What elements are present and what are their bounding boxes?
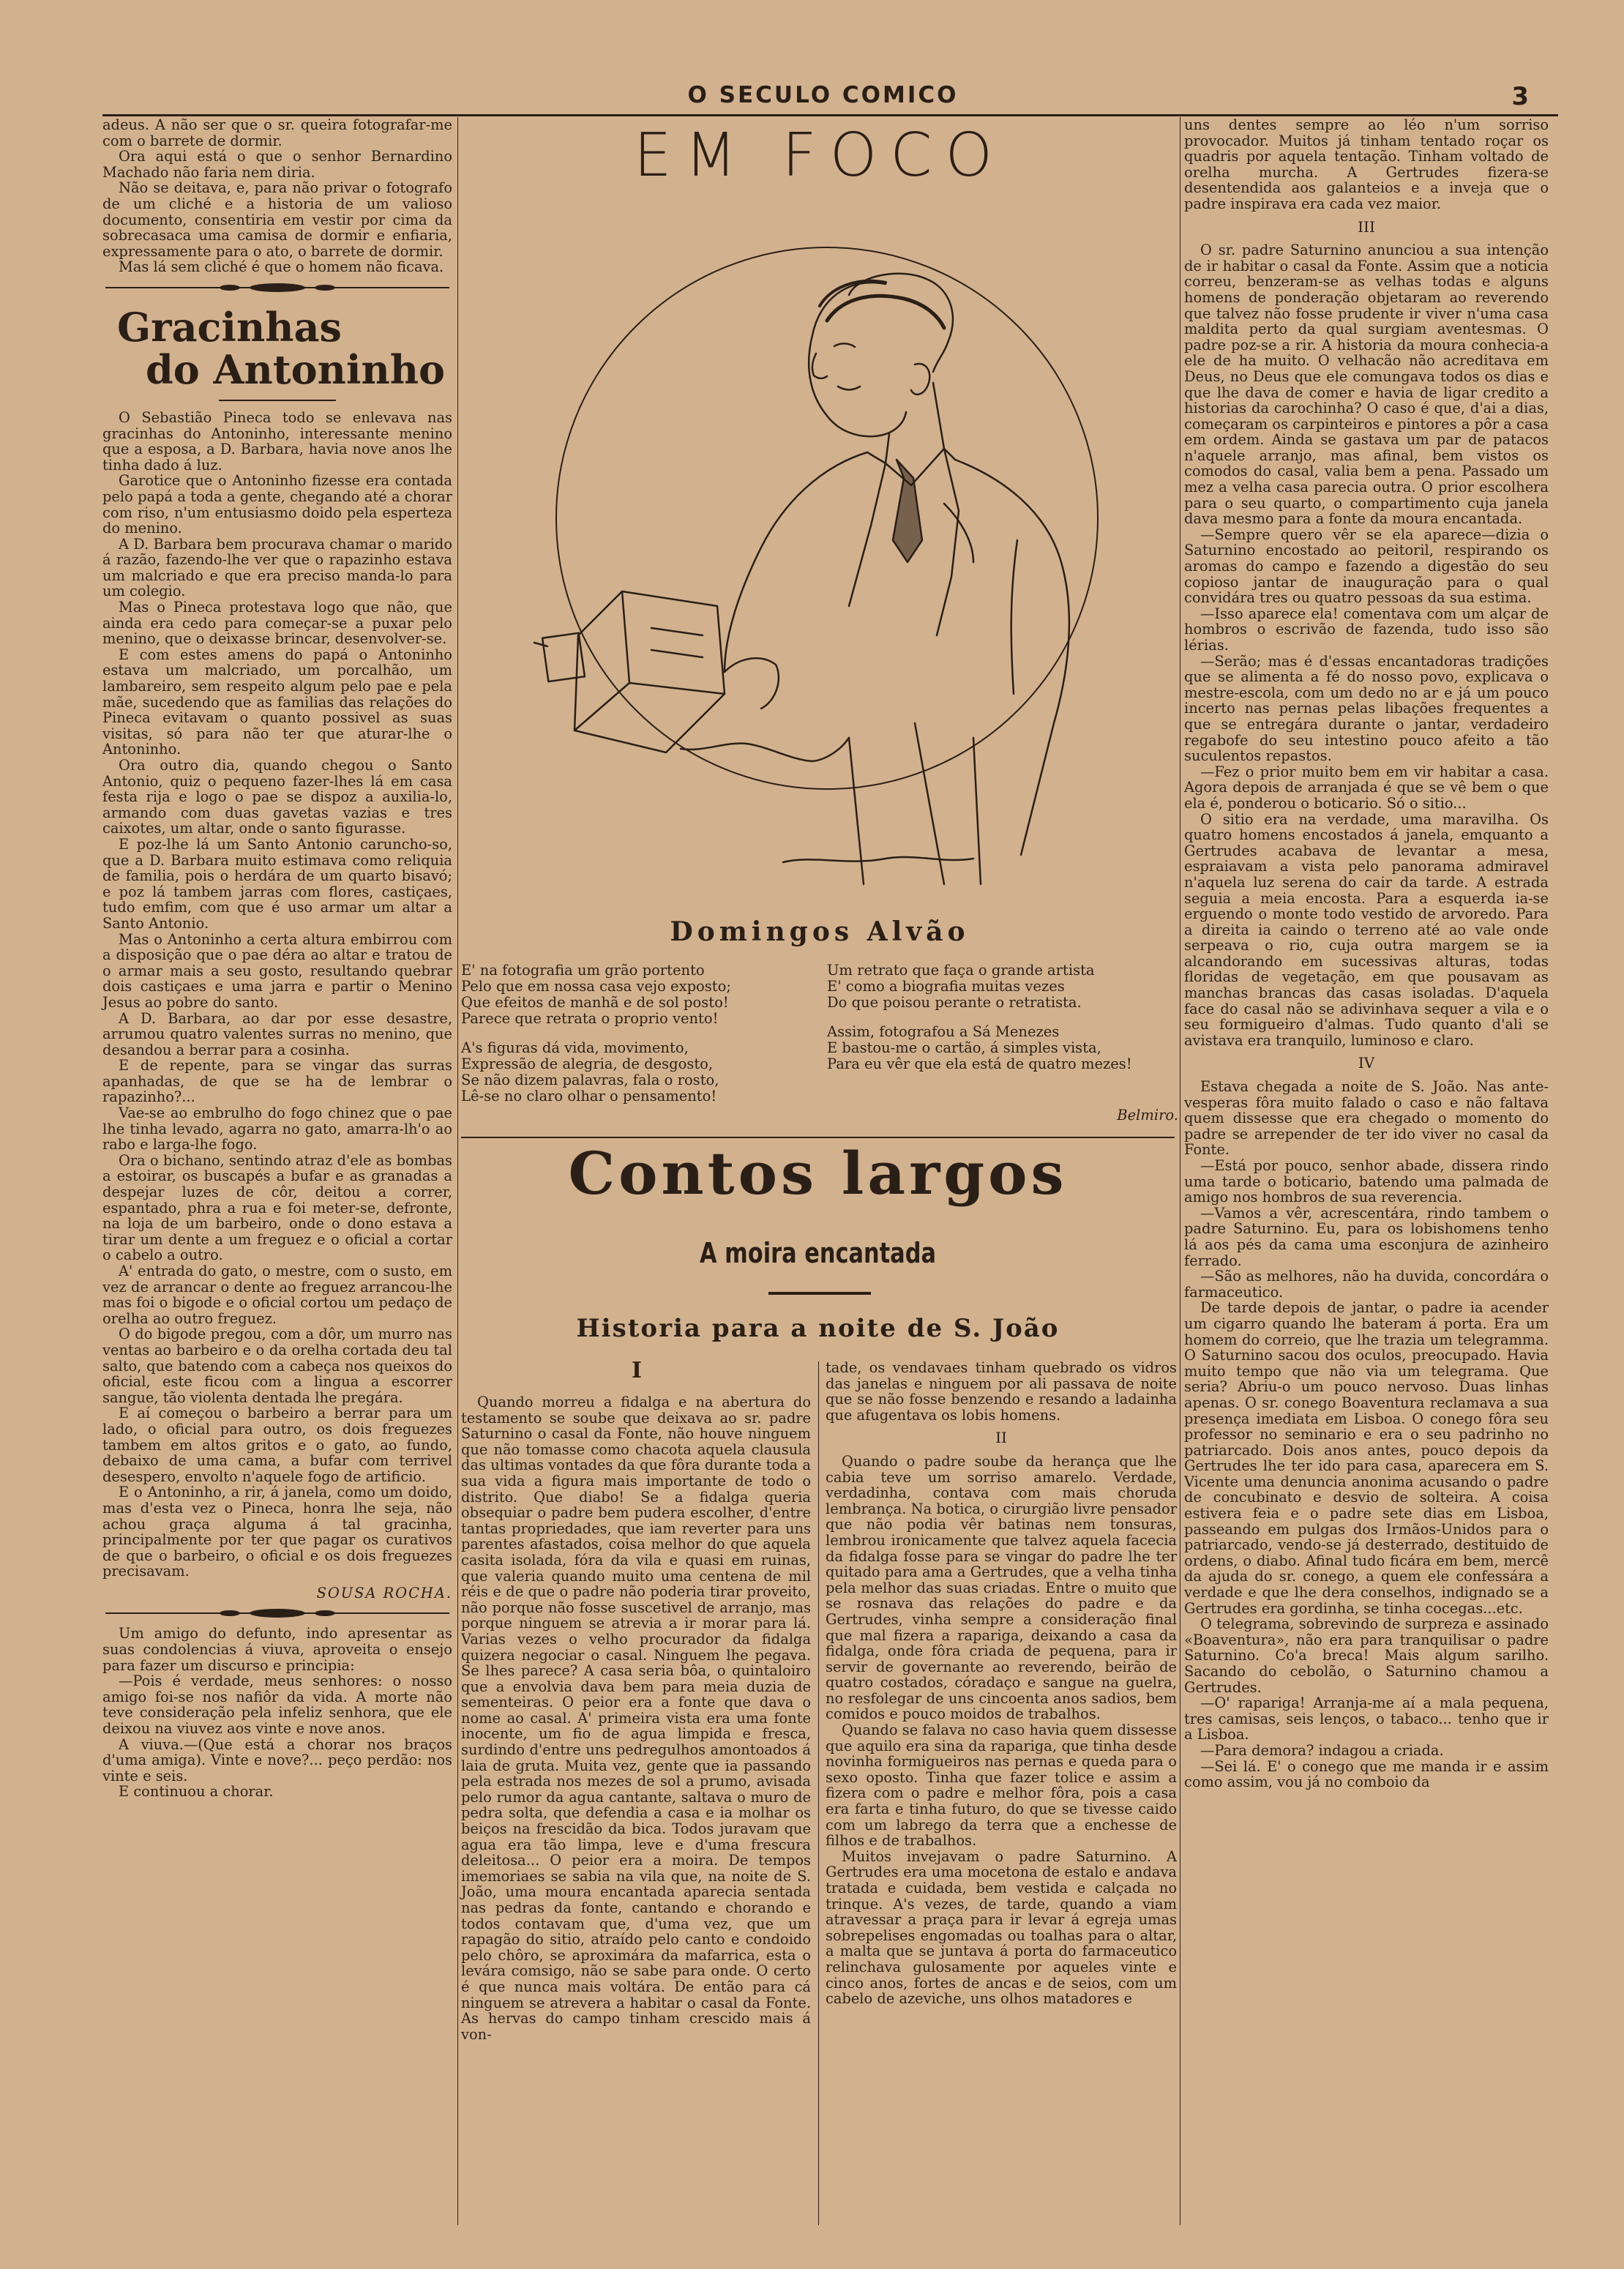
article-paragraph: A D. Barbara, ao dar por esse desastre, arrumou quatro valentes surras no menino, que desandou a berrar para a cosinha. — [102, 1009, 452, 1058]
article-paragraph: A' entrada do gato, o mestre, com o susto, em vez de arrancar o dente ao freguez arrancou-lhe mas foi o bigode e o oficial cortou um pedaço de orelha ao outro freguez. — [102, 1263, 452, 1327]
story-paragraph: O sitio era na verdade, uma maravilha. Os quatro homens encostados á janela, emquanto a Gertrudes acabava de levantar a mesa, espraiavam a vista pelo panorama admiravel n'aquela luz serena do cair da tarde. A estrada seguia a meia encosta. Para a esquerda ia-se erguendo o monte todo vestido de arvoredo. Para a direita ia caindo o terreno até ao vale onde serpeava o rio, cuja outra margem se ia alcandorando em sucessivas alturas, todas floridas de vegetação, em que pousavam as manchas brancas das casas isoladas. D'aquela face do casal não se adivinhava sequer a vila e o seu formigueiro d'almas. Tudo quanto d'ali se avistava era tranquilo, luminoso e claro. — [1184, 810, 1549, 1049]
story-paragraph: —Isso aparece ela! comentava com um alçar de hombros o escrivão de fazenda, tudo isso são lérias. — [1184, 605, 1549, 654]
story-tagline: Historia para a noite de S. João — [576, 1314, 1060, 1343]
story-paragraph: —Sempre quero vêr se ela aparece—dizia o Saturnino encostado ao peitoril, respirando os aromas do campo e fazendo a digestão do seu copioso jantar de inauguração para o qual convidára tres ou quatro pessoas da sua estima. — [1184, 526, 1549, 607]
left-column — [102, 117, 452, 2225]
story-paragraph: Quando se falava no caso havia quem dissesse que aquilo era sina da rapariga, que tinha desde novinha formigueiros nas pernas e queda para o sexo oposto. Tinha que fazer tolice e assim a fizera com o padre e melhor fôra, pois a casa era farta e tinha futuro, do que se tivesse caido com um labrego da terra que a enchesse de filhos e de trabalhos. — [826, 1722, 1177, 1850]
article-paragraph: A D. Barbara bem procurava chamar o marido á razão, fazendo-lhe ver que o rapazinho estava um malcriado e que era preciso manda-lo para um colegio. — [102, 535, 452, 600]
article-paragraph: E com estes amens do papá o Antoninho estava um malcriado, um porcalhão, um lambareiro, sem respeito algum pelo pae e pela mãe, sucedendo que as familias das relações do Pineca evitavam o quanto possivel as suas visitas, só para não ter que aturar-lhe o Antoninho. — [102, 646, 452, 758]
article-paragraph: O do bigode pregou, com a dôr, um murro nas ventas ao barbeiro e o da orelha cortada deu tal salto, que batendo com a cabeça nos queixos do oficial, este ficou com a lingua a escorrer sangue, tão violenta dentada lhe pregára. — [102, 1326, 452, 1406]
article-paragraph: E de repente, para se vingar das surras apanhadas, de que se ha de lembrar o rapazinho?... — [102, 1057, 452, 1106]
article-paragraph: Mas o Pineca protestava logo que não, que ainda era cedo para começar-se a puxar pelo menino, que o deixasse brincar, desenvolver-se. — [102, 599, 452, 648]
story-paragraph: tade, os vendavaes tinham quebrado os vidros das janelas e ninguem por ali passava de noite que se não fosse benzendo e resando a ladainha que afugentava os lobis homens. — [826, 1359, 1177, 1424]
anecdote-paragraph: —Pois é verdade, meus senhores: o nosso amigo foi-se nos nafiôr da vida. A morte não teve consideração pela infeliz senhora, que ele deixou na viuvez aos vinte e nove anos. — [102, 1672, 452, 1738]
intro-paragraph: Não se deitava, e, para não privar o fotografo de um cliché e a historia de um valioso documento, consentiria em vestir por cima da sobrecasaca uma camisa de dormir e enfiaria, expressamente para o ato, o barrete de dormir. — [102, 179, 452, 260]
short-rule — [102, 398, 452, 403]
masthead — [102, 82, 1543, 114]
poem-left — [461, 962, 805, 1118]
article-paragraph: E o Antoninho, a rir, á janela, como um doido, mas d'esta vez o Pineca, honra lhe seja, não achou graça alguma á tal gracinha, principalmente por ter que pagar os curativos de que o barbeiro, o oficial e os dois freguezes precisavam. — [102, 1484, 452, 1580]
article-paragraph: Garotice que o Antoninho fizesse era contada pelo papá a toda a gente, chegando até a chorar com riso, n'um entusiasmo doido pela esperteza do menino. — [102, 472, 452, 537]
article-paragraph: E poz-lhe lá um Santo Antonio caruncho-so, que a D. Barbara muito estimava como reliquia de familia, pois o herdára de um quarto bisavó; e poz lá tambem jarras com flores, castiçaes, tudo emfim, com que é uso armar um altar a Santo Antonio. — [102, 835, 452, 932]
intro-paragraph: Mas lá sem cliché é que o homem não ficava. — [119, 258, 444, 276]
story-paragraph: Quando o padre soube da herança que lhe cabia teve um sorriso amarelo. Verdade, verdadinha, contava com mais choruda lembrança. Na botica, o cirurgião livre pensador que não podia vêr batinas nem tonsuras, lembrou ironicamente que talvez aquela facecia da fidalga fosse para se vingar do padre lhe ter quitado para ama a Gertrudes, que a velha tinha pela melhor das suas criadas. Entre o muito que se rosnava das relações do padre e da Gertrudes, vinha sempre a consideração final que mal fizera a rapariga, deixando a casa da fidalga, onde fôra criada de pequena, para ir servir de governante ao reverendo, beirão de quatro costados, córadaço e sangue na guelra, no resfolegar de uns cincoenta anos sadios, bem comidos e pouco moidos de trabalhos. — [826, 1452, 1177, 1723]
poem-right — [827, 962, 1178, 1122]
portrait-caption: Domingos Alvão — [670, 916, 970, 947]
story-column-2 — [826, 1360, 1177, 2225]
story-paragraph: —Para demora? indagou a criada. — [1200, 1741, 1444, 1759]
story-paragraph: Estava chegada a noite de S. João. Nas ante-vesperas fôra muito falado o caso e não faltava quem dissesse que era chegado o momento do padre se arrepender de ter ido viver no casal da Fonte. — [1184, 1078, 1549, 1159]
story-paragraph: —Vamos a vêr, acrescentára, rindo tambem o padre Saturnino. Eu, para os lobishomens tenho lá aos pés da cama uma esconjura de azinheiro ferrado. — [1184, 1204, 1549, 1269]
story-paragraph: —São as melhores, não ha duvida, concordára o farmaceutico. — [1184, 1268, 1549, 1301]
story-paragraph: —Sei lá. E' o conego que me manda ir e assim como assim, vou já no comboio da — [1184, 1757, 1549, 1791]
article-paragraph: Vae-se ao embrulho do fogo chinez que o pae lhe tinha levado, agarra no gato, amarra-lh'o ao rabo e larga-lhe fogo. — [102, 1104, 452, 1154]
story-paragraph: O telegrama, sobrevindo de surpreza e assinado «Boaventura», não era para tranquilisar o padre Saturnino. Co'a breca! Mais algum sarilho. Sacando do cebolão, o Saturnino chamou a Gertrudes. — [1184, 1615, 1549, 1696]
column-rule — [818, 1361, 819, 2225]
section-number: III — [1358, 217, 1375, 236]
author-signature: SOUSA ROCHA. — [316, 1584, 452, 1601]
article-headline: Gracinhas do Antoninho — [117, 303, 445, 393]
story-paragraph: —Fez o prior muito bem em vir habitar a casa. Agora depois de arranjada é que se vê bem o que ela é, ponderou o boticario. Só o sitio... — [1184, 763, 1549, 812]
ornamental-divider — [102, 1608, 452, 1618]
story-section-title: Contos largos — [568, 1139, 1068, 1208]
newspaper-title: O SECULO COMICO — [687, 82, 959, 108]
ornamental-divider — [102, 283, 452, 293]
article-paragraph: Ora outro dia, quando chegou o Santo Antonio, quiz o pequeno fazer-lhes lá em casa festa rija e logo o pae se dispoz a auxilia-lo, armando com duas gavetas vazias e tres caixotes, um altar, onde o santo figurasse. — [102, 757, 452, 837]
intro-paragraph: Ora aqui está o que o senhor Bernardino Machado não faria nem diria. — [102, 148, 452, 181]
poem-stanza: E' na fotografia um grão portento Pelo que em nossa casa vejo exposto; Que efeitos de manhã e de sol posto! Parece que retrata o proprio vento! — [461, 962, 731, 1027]
article-paragraph: Ora o bichano, sentindo atraz d'ele as bombas a estoirar, os buscapés a bufar e as granadas a despejar luzes de côr, deitou a correr, espantado, phra a rua e foi meter-se, defronte, na loja de um barbeiro, onde o dono estava a tirar um dente a um freguez e o oficial a cortar o cabelo a outro. — [102, 1151, 452, 1264]
anecdote-paragraph: Um amigo do defunto, indo apresentar as suas condolencias á viuva, aproveita o ensejo para fazer um discurso e principia: — [102, 1625, 452, 1674]
anecdote-paragraph: E continuou a chorar. — [119, 1783, 274, 1801]
article-paragraph: E aí começou o barbeiro a berrar para um lado, o oficial para outro, os dois freguezes tambem em altos gritos e o gato, ao fundo, debaixo de uma cama, a bufar com terrivel desespero, envolto n'aquele fogo de artificio. — [102, 1405, 452, 1485]
right-column — [1184, 117, 1549, 2225]
story-paragraph: Quando morreu a fidalga e na abertura do testamento se soube que deixava ao sr. padre Saturnino o casal da Fonte, não houve ninguem que não tomasse como chacota aquela clausula das ultimas vontades da que fôra durante toda a sua vida a figura mais importante de todo o distrito. Que diabo! Se a fidalga queria obsequiar o padre bem pudera escolher, d'entre tantas propriedades, que iam reverter para uns parentes afastados, coisa melhor do que aquela casita isolada, fóra da vila e quasi em ruinas, que valeria quando muito uma centena de mil réis e de que o padre não poderia tirar proveito, não porque não fosse suscetivel de arranjo, mas porque ninguem se atrevia a ir morar para lá. Varias vezes o velho procurador da fidalga quizera negociar o casal. Ninguem lhe pegava. Se lhes parece? A casa seria bôa, o quintaloiro que a envolvia dava bem para meia duzia de sementeiras. O peior era a fonte que dava o nome ao casal. A' primeira vista era uma fonte inocente, um fio de agua limpida e fresca, surdindo d'entre uns pedregulhos amontoados á laia de gruta. Muita vez, gente que ia passando pela estrada nos mezes de sol a prumo, avisada pelo rumor da agua cantante, saltava o muro de pedra solta, que defendia a casa e ia molhar os beiços na frescidão da bica. Todos juravam que agua era tão limpa, leve e d'uma frescura deleitosa... O peior era a moira. De tempos imemoriaes se sabia na vila que, na noite de S. João, uma moura encantada aparecia sentada nas pedras da fonte, cantando e chorando e todos contavam que, d'uma vez, que um rapagão do sitio, atraído pelo canto e condoido pelo chôro, se aproximára da mafarrica, esta o levára comsigo, não se sabe para onde. O certo é que nunca mais voltára. De então para cá ninguem se atrevera a habitar o casal da Fonte. As hervas do campo tinham crescido mais á von- — [461, 1394, 811, 2043]
intro-paragraph: adeus. A não ser que o sr. queira fotografar-me com o barrete de dormir. — [102, 116, 452, 149]
poem-signature: Belmiro. — [1117, 1107, 1178, 1124]
poem-stanza: A's figuras dá vida, movimento, Expressão de alegria, de desgosto, Se não dizem palavras, fala o rosto, Lê-se no claro olhar o pensamento! — [461, 1039, 719, 1104]
section-rule — [461, 1137, 1175, 1138]
story-paragraph: De tarde depois de jantar, o padre ia acender um cigarro quando lhe bateram á porta. Era um homem do correio, que lhe trazia um telegramma. O Saturnino sacou dos oculos, preocupado. Havia muito tempo que não via um telegrama. Que seria? Abriu-o um pouco nervoso. Duas linhas apenas. O sr. conego Boaventura reclamava a sua presença imediata em Lisboa. O conego fôra seu professor no seminario e era o seu padrinho no patriarcado. Dois anos antes, pouco depois da Gertrudes lhe ter ido para casa, aparecera em S. Vicente uma denuncia anonima acusando o padre de concubinato e desvio de solteira. A coisa estivera feia e o padre sete dias em Lisboa, passeando em pulgas dos Irmãos-Unidos para o patriarcado, vendo-se já desterrado, destituido de ordens, o diabo. Afinal tudo ficára em bem, mercê da ajuda do sr. conego, a quem ele confessára a verdade e que lhe dera conselhos, indignado se a Gertrudes era gordinha, se tinha cocegas...etc. — [1184, 1299, 1549, 1617]
story-paragraph: O sr. padre Saturnino anunciou a sua intenção de ir habitar o casal da Fonte. Assim que a noticia correu, benzeram-se as velhas todas e alguns homens de ponderação objetaram ao reverendo que talvez não fosse prudente ir viver n'uma casa maldita perto da qual surgiam aventesmas. O padre poz-se a rir. A historia da moura conhecia-a ele de ha muito. O velhacão não acreditava em Deus, no Deus que ele comungava todos os dias e que lhe dava de comer e havia de ligar credito a historias da carochinha? O caso é que, d'ai a dias, começaram os carpinteiros e pintores a pôr a casa em ordem. Ainda se gastava um par de patacos n'aquele arranjo, mas afinal, bem vistos os comodos do casal, valia bem a pena. Passado um mez a velha casa parecia outra. O prior escolhera para o seu quarto, o compartimento cuja janela dava mesmo para a fonte da moura encantada. — [1184, 242, 1549, 528]
article-paragraph: O Sebastião Pineca todo se enlevava nas gracinhas do Antoninho, interessante menino que a esposa, a D. Barbara, havia nove anos lhe tinha dado á luz. — [102, 408, 452, 474]
story-paragraph: —Está por pouco, senhor abade, dissera rindo uma tarde o boticario, batendo uma palmada de amigo nos hombros de sua reverencia. — [1184, 1157, 1549, 1206]
section-number: II — [995, 1429, 1007, 1447]
story-paragraph: —O' rapariga! Arranja-me aí a mala pequena, tres camisas, seis lenços, o tabaco... tenho que ir a Lisboa. — [1184, 1694, 1549, 1743]
anecdote-paragraph: A viuva.—(Que está a chorar nos braços d'uma amiga). Vinte e nove?... peço perdão: nos vinte e seis. — [102, 1735, 452, 1784]
story-title: A moira encantada — [700, 1237, 936, 1269]
short-rule — [768, 1292, 871, 1295]
section-title: EM FOCO — [633, 121, 1006, 190]
section-number: I — [631, 1358, 643, 1383]
story-column-1 — [461, 1394, 811, 2225]
story-paragraph: uns dentes sempre ao léo n'um sorriso provocador. Muitos já tinham tentado roçar os quadris por aquela tentação. Tinham voltado de orelha murcha. A Gertrudes fizera-se desentendida aos galanteios e a inveja que o padre inspirava era cada vez maior. — [1184, 116, 1549, 212]
poem-stanza: Assim, fotografou a Sá Menezes E bastou-me o cartão, á simples vista, Para eu vêr que ela está de quatro mezes! — [827, 1023, 1132, 1072]
column-rule — [457, 117, 458, 2225]
story-paragraph: Muitos invejavam o padre Saturnino. A Gertrudes era uma mocetona de estalo e andava tratada e cuidada, bem vestida e calçada no trinque. A's vezes, de tarde, quando a viam atravessar a praça para ir levar á egreja umas sobrepelises engomadas ou toalhas para o altar, a malta que se juntava á porta do farmaceutico relinchava gulosamente por aqueles vinte e cinco anos, fortes de ancas e de seios, com um cabelo de azeviche, uns olhos matadores e — [826, 1847, 1177, 2008]
poem-stanza: Um retrato que faça o grande artista E' como a biografia muitas vezes Do que poisou perante o retratista. — [827, 962, 1095, 1011]
portrait-illustration — [505, 196, 1149, 906]
section-number: IV — [1358, 1054, 1375, 1072]
page-number: 3 — [1511, 82, 1529, 111]
article-paragraph: Mas o Antoninho a certa altura embirrou com a disposição que o pae déra ao altar e tratou de o armar mais a seu gosto, resultando quebrar dois castiçaes e uma jarra e partir o Menino Jesus ao pobre do santo. — [102, 930, 452, 1011]
story-paragraph: —Serão; mas é d'essas encantadoras tradições que se alimenta a fé do nosso povo, explicava o mestre-escola, com um dedo no ar e já um pouco incerto nas pernas pelas libações frequentes a que se entregára durante o jantar, verdadeiro regabofe do seu intestino pouco afeito a tão suculentos repastos. — [1184, 652, 1549, 765]
